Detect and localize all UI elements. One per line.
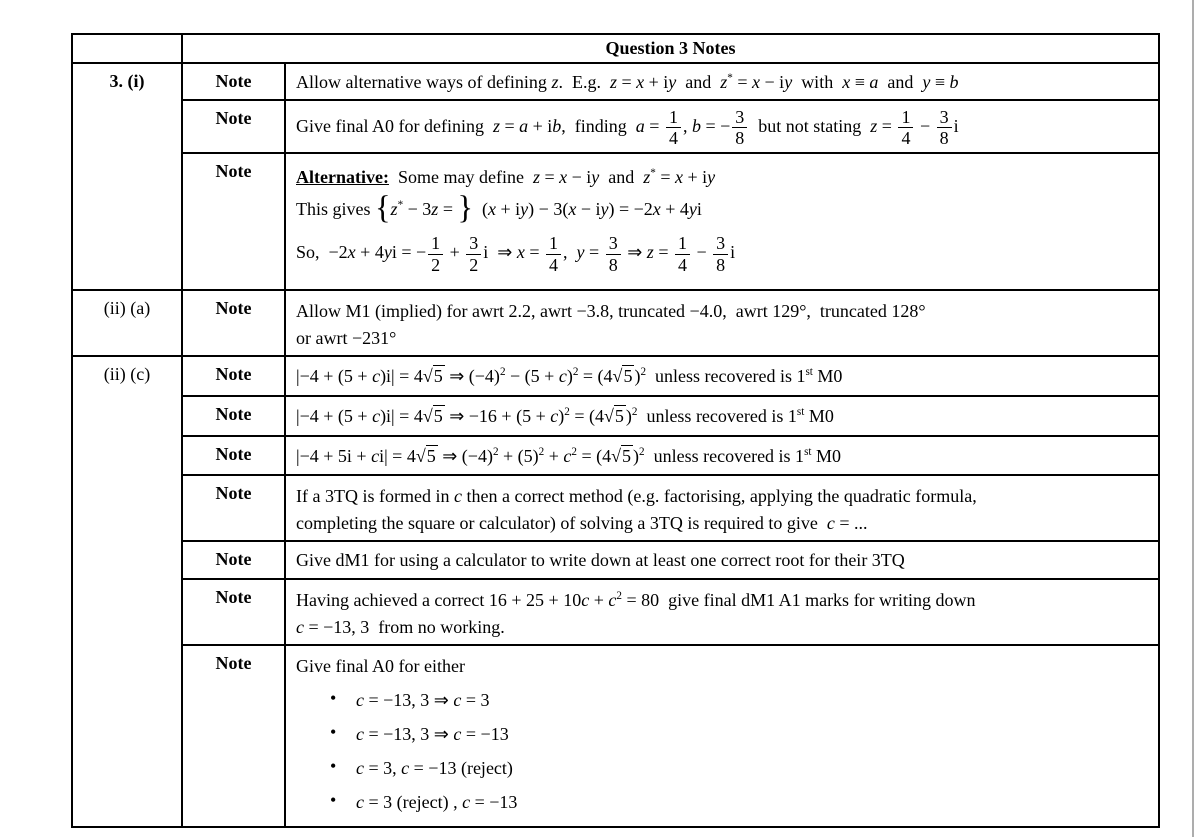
- radical: √5: [422, 366, 443, 387]
- list-item: [296, 789, 1148, 815]
- list-item: [296, 687, 1148, 713]
- note-content: [285, 396, 1159, 436]
- table-title: Question 3 Notes: [182, 34, 1159, 63]
- question-part-label: [72, 290, 182, 356]
- fraction: $\frac{1}{4}$: [544, 234, 563, 274]
- note-label: Note: [182, 290, 285, 356]
- note-row: [72, 396, 1159, 436]
- note-text: c = −13, 3 from no working.: [296, 616, 505, 637]
- fraction: $\frac{3}{8}$: [711, 234, 730, 274]
- note-text: |−4 + (5 + c)i| = 4√5 ⇒ $-16 + (5 + c)^2 = (4√5$ )$^2$ unless recovered is 1st M0: [296, 406, 834, 427]
- fraction: $\frac{3}{8}$: [935, 108, 954, 148]
- corner-cell: [72, 34, 182, 63]
- note-row: [72, 436, 1159, 475]
- note-row: [72, 290, 1159, 356]
- radical: √5: [603, 406, 624, 427]
- list-item: [296, 721, 1148, 747]
- note-text: Allow alternative ways of defining z. E.g. z = x + iy and z* = x − iy with x ≡ a and y ≡ b: [296, 72, 959, 92]
- note-text: If a 3TQ is formed in c then a correct method (e.g. factorising, applying the quadratic formula,: [296, 486, 977, 507]
- question-part-label: [72, 63, 182, 290]
- note-text: Allow M1 (implied) for awrt 2.2, awrt −3.8, truncated −4.0, awrt 129°, truncated 128°: [296, 301, 926, 322]
- note-label: Note: [182, 100, 285, 153]
- note-label: Note: [182, 645, 285, 827]
- part-iic-label: (ii) (c): [103, 364, 151, 385]
- note-text: or awrt −231°: [296, 328, 397, 349]
- note-content: [285, 63, 1159, 100]
- note-row: [72, 579, 1159, 645]
- fraction: $\frac{3}{2}$: [464, 234, 483, 274]
- note-row: [72, 153, 1159, 290]
- note-content: [285, 436, 1159, 475]
- part-iia-label: (ii) (a): [103, 298, 151, 319]
- note-text: Alternative: Some may define z = x − iy and z* = x + iy: [296, 167, 716, 188]
- note-text: |−4 + 5i + ci| = 4√5 ⇒ $(-4)^2 + (5)^2 + c^2 = (4√5$ )$^2$ unless recovered is 1st M0: [296, 446, 842, 467]
- note-label: Note: [182, 475, 285, 541]
- note-row: [72, 541, 1159, 578]
- note-row: [72, 100, 1159, 153]
- note-label: Note: [182, 396, 285, 436]
- bullet-icon: •: [330, 721, 337, 742]
- note-text: So, −2x + 4yi = − $\frac{1}{2}$ + $\frac{3}{2}$ i ⇒ x = $\frac{1}{4}$ , y = $\frac{3}{8}$ ⇒ z = $\frac{1}{4}$ − $\frac{3}{8}$ i: [296, 233, 736, 275]
- bullet-icon: •: [330, 687, 337, 708]
- note-row: [72, 475, 1159, 541]
- note-content: [285, 579, 1159, 645]
- bullet-text: c = −13, 3 ⇒ c = −13: [356, 723, 509, 744]
- note-row: [72, 645, 1159, 827]
- bullet-text: c = −13, 3 ⇒ c = 3: [356, 689, 490, 710]
- note-label: Note: [182, 356, 285, 396]
- note-text: Give final A0 for either: [296, 655, 465, 676]
- note-row: [72, 63, 1159, 100]
- note-text: Having achieved a correct $16 + 25 + 10c + c^2 = 80$ give final dM1 A1 marks for writing down: [296, 589, 976, 610]
- radical: √5: [415, 446, 436, 467]
- bullet-text: c = 3 (reject) , c = −13: [356, 792, 518, 813]
- header-row: [72, 34, 1159, 63]
- bullet-icon: •: [330, 790, 337, 811]
- note-content: [285, 290, 1159, 356]
- note-content: [285, 475, 1159, 541]
- note-label: Note: [182, 153, 285, 290]
- note-content: [285, 356, 1159, 396]
- question-3-notes-table: [71, 33, 1160, 828]
- note-text: Give dM1 for using a calculator to write down at least one correct root for their 3TQ: [296, 550, 905, 571]
- radical: √5: [422, 406, 443, 427]
- radical: √5: [611, 446, 632, 467]
- fraction: $\frac{3}{8}$: [604, 234, 623, 274]
- note-label: Note: [182, 541, 285, 578]
- note-row: [72, 356, 1159, 396]
- radical: √5: [612, 366, 633, 387]
- note-content: [285, 153, 1159, 290]
- note-text: This gives {z* − 3z = } (x + iy) − 3(x − iy) = −2x + 4yi: [296, 190, 702, 227]
- note-label: Note: [182, 63, 285, 100]
- fraction: $\frac{1}{4}$: [673, 234, 692, 274]
- note-content: [285, 645, 1159, 827]
- note-label: Note: [182, 436, 285, 475]
- note-text: |−4 + (5 + c)i| = 4√5 ⇒ $(-4)^2 - (5 + c)^2 = (4√5$ )$^2$ unless recovered is 1st M0: [296, 366, 843, 387]
- fraction: $\frac{1}{4}$: [664, 108, 683, 148]
- note-content: [285, 100, 1159, 153]
- bullet-text: c = 3, c = −13 (reject): [356, 758, 513, 779]
- fraction: $\frac{1}{2}$: [426, 234, 445, 274]
- note-text: Give final A0 for defining z = a + ib, finding a = $\frac{1}{4}$ , b = − $\frac{3}{8}$ but not stating z = $\frac{1}{4}$ − $\frac{3}{8}$ i: [296, 107, 959, 149]
- fraction: $\frac{3}{8}$: [730, 108, 749, 148]
- bullet-icon: •: [330, 756, 337, 777]
- list-item: [296, 755, 1148, 781]
- question-part-label: [72, 356, 182, 827]
- part-3i-label: 3. (i): [109, 71, 145, 91]
- note-label: Note: [182, 579, 285, 645]
- fraction: $\frac{1}{4}$: [896, 108, 915, 148]
- note-content: [285, 541, 1159, 578]
- note-text: completing the square or calculator) of solving a 3TQ is required to give c = ...: [296, 513, 868, 534]
